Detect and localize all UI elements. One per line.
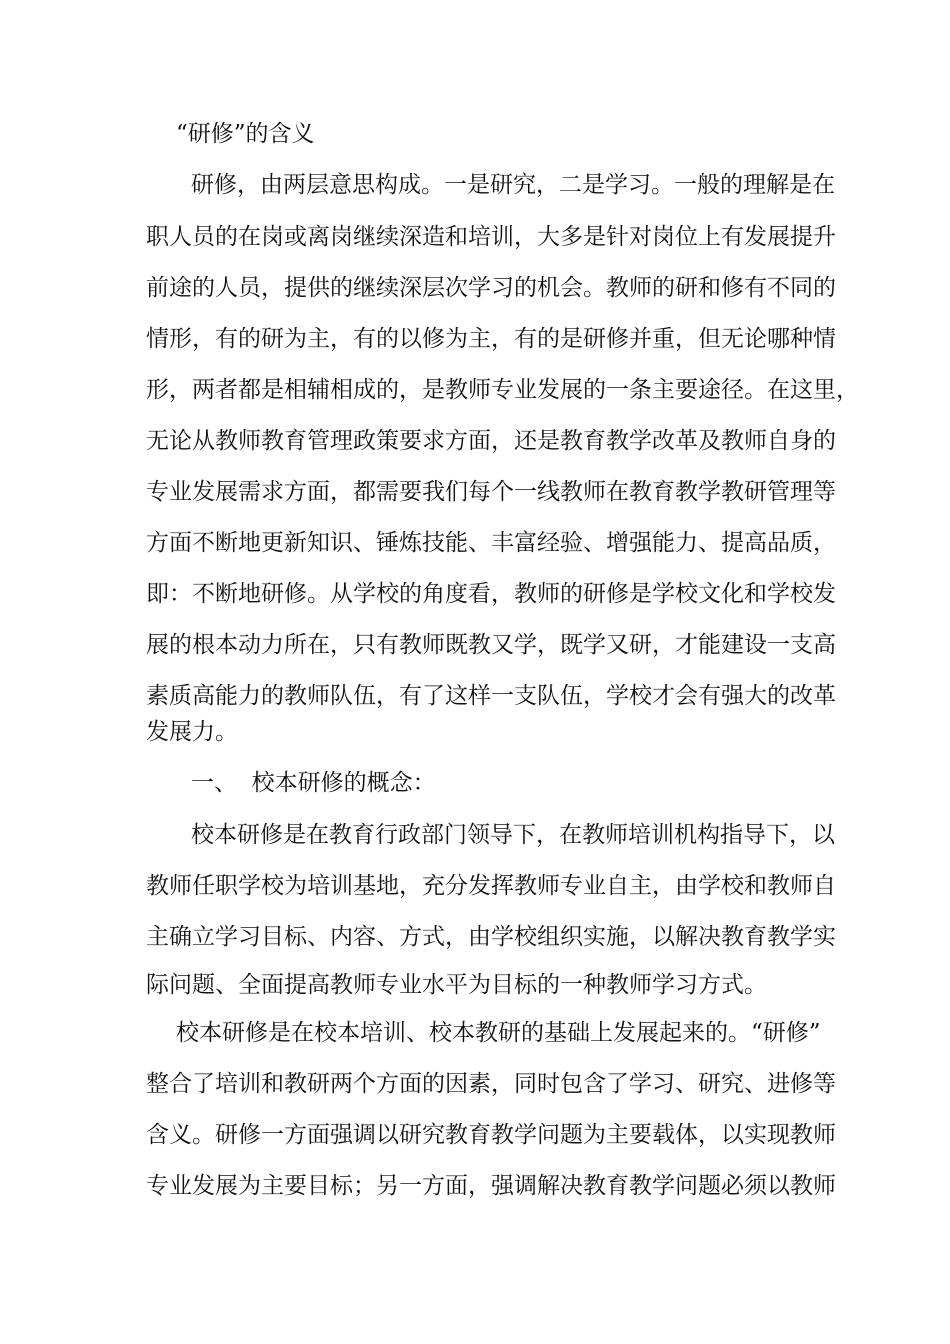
paragraph-1-line: 展的根本动力所在，只有教师既教又学，既学又研，才能建设一支高 <box>146 632 836 658</box>
paragraph-1-line: 发展力。 <box>146 719 238 745</box>
paragraph-1-line: 前途的人员，提供的继续深层次学习的机会。教师的研和修有不同的 <box>146 275 836 301</box>
paragraph-1-line: 情形，有的研为主，有的以修为主，有的是研修并重，但无论哪种情 <box>146 326 836 352</box>
section-heading: 一、 校本研修的概念： <box>191 770 436 796</box>
document-title: “研修”的含义 <box>176 121 315 147</box>
paragraph-1-line: 形，两者都是相辅相成的，是教师专业发展的一条主要途径。在这里， <box>146 377 859 403</box>
paragraph-2-line: 际问题、全面提高教师专业水平为目标的一种教师学习方式。 <box>146 972 767 998</box>
paragraph-1-line: 职人员的在岗或离岗继续深造和培训，大多是针对岗位上有发展提升 <box>146 224 836 250</box>
paragraph-1-line: 即：不断地研修。从学校的角度看，教师的研修是学校文化和学校发 <box>146 581 836 607</box>
paragraph-1-line: 方面不断地更新知识、锤炼技能、丰富经验、增强能力、提高品质， <box>146 530 836 556</box>
paragraph-3-line: 含义。研修一方面强调以研究教育教学问题为主要载体，以实现教师 <box>146 1122 836 1148</box>
paragraph-1-line: 专业发展需求方面，都需要我们每个一线教师在教育教学教研管理等 <box>146 479 836 505</box>
paragraph-1-line: 无论从教师教育管理政策要求方面，还是教育教学改革及教师自身的 <box>146 428 836 454</box>
paragraph-3-line: 专业发展为主要目标；另一方面，强调解决教育教学问题必须以教师 <box>146 1173 836 1199</box>
paragraph-2-line: 校本研修是在教育行政部门领导下，在教师培训机构指导下，以 <box>191 822 835 848</box>
paragraph-2-line: 教师任职学校为培训基地，充分发挥教师专业自主，由学校和教师自 <box>146 873 836 899</box>
paragraph-2-line: 主确立学习目标、内容、方式，由学校组织实施，以解决教育教学实 <box>146 924 836 950</box>
paragraph-3-line: 整合了培训和教研两个方面的因素，同时包含了学习、研究、进修等 <box>146 1071 836 1097</box>
paragraph-1-line: 研修，由两层意思构成。一是研究，二是学习。一般的理解是在 <box>191 172 835 198</box>
paragraph-1-line: 素质高能力的教师队伍，有了这样一支队伍，学校才会有强大的改革 <box>146 683 836 709</box>
paragraph-3-line: 校本研修是在校本培训、校本教研的基础上发展起来的。“研修” <box>176 1020 821 1046</box>
